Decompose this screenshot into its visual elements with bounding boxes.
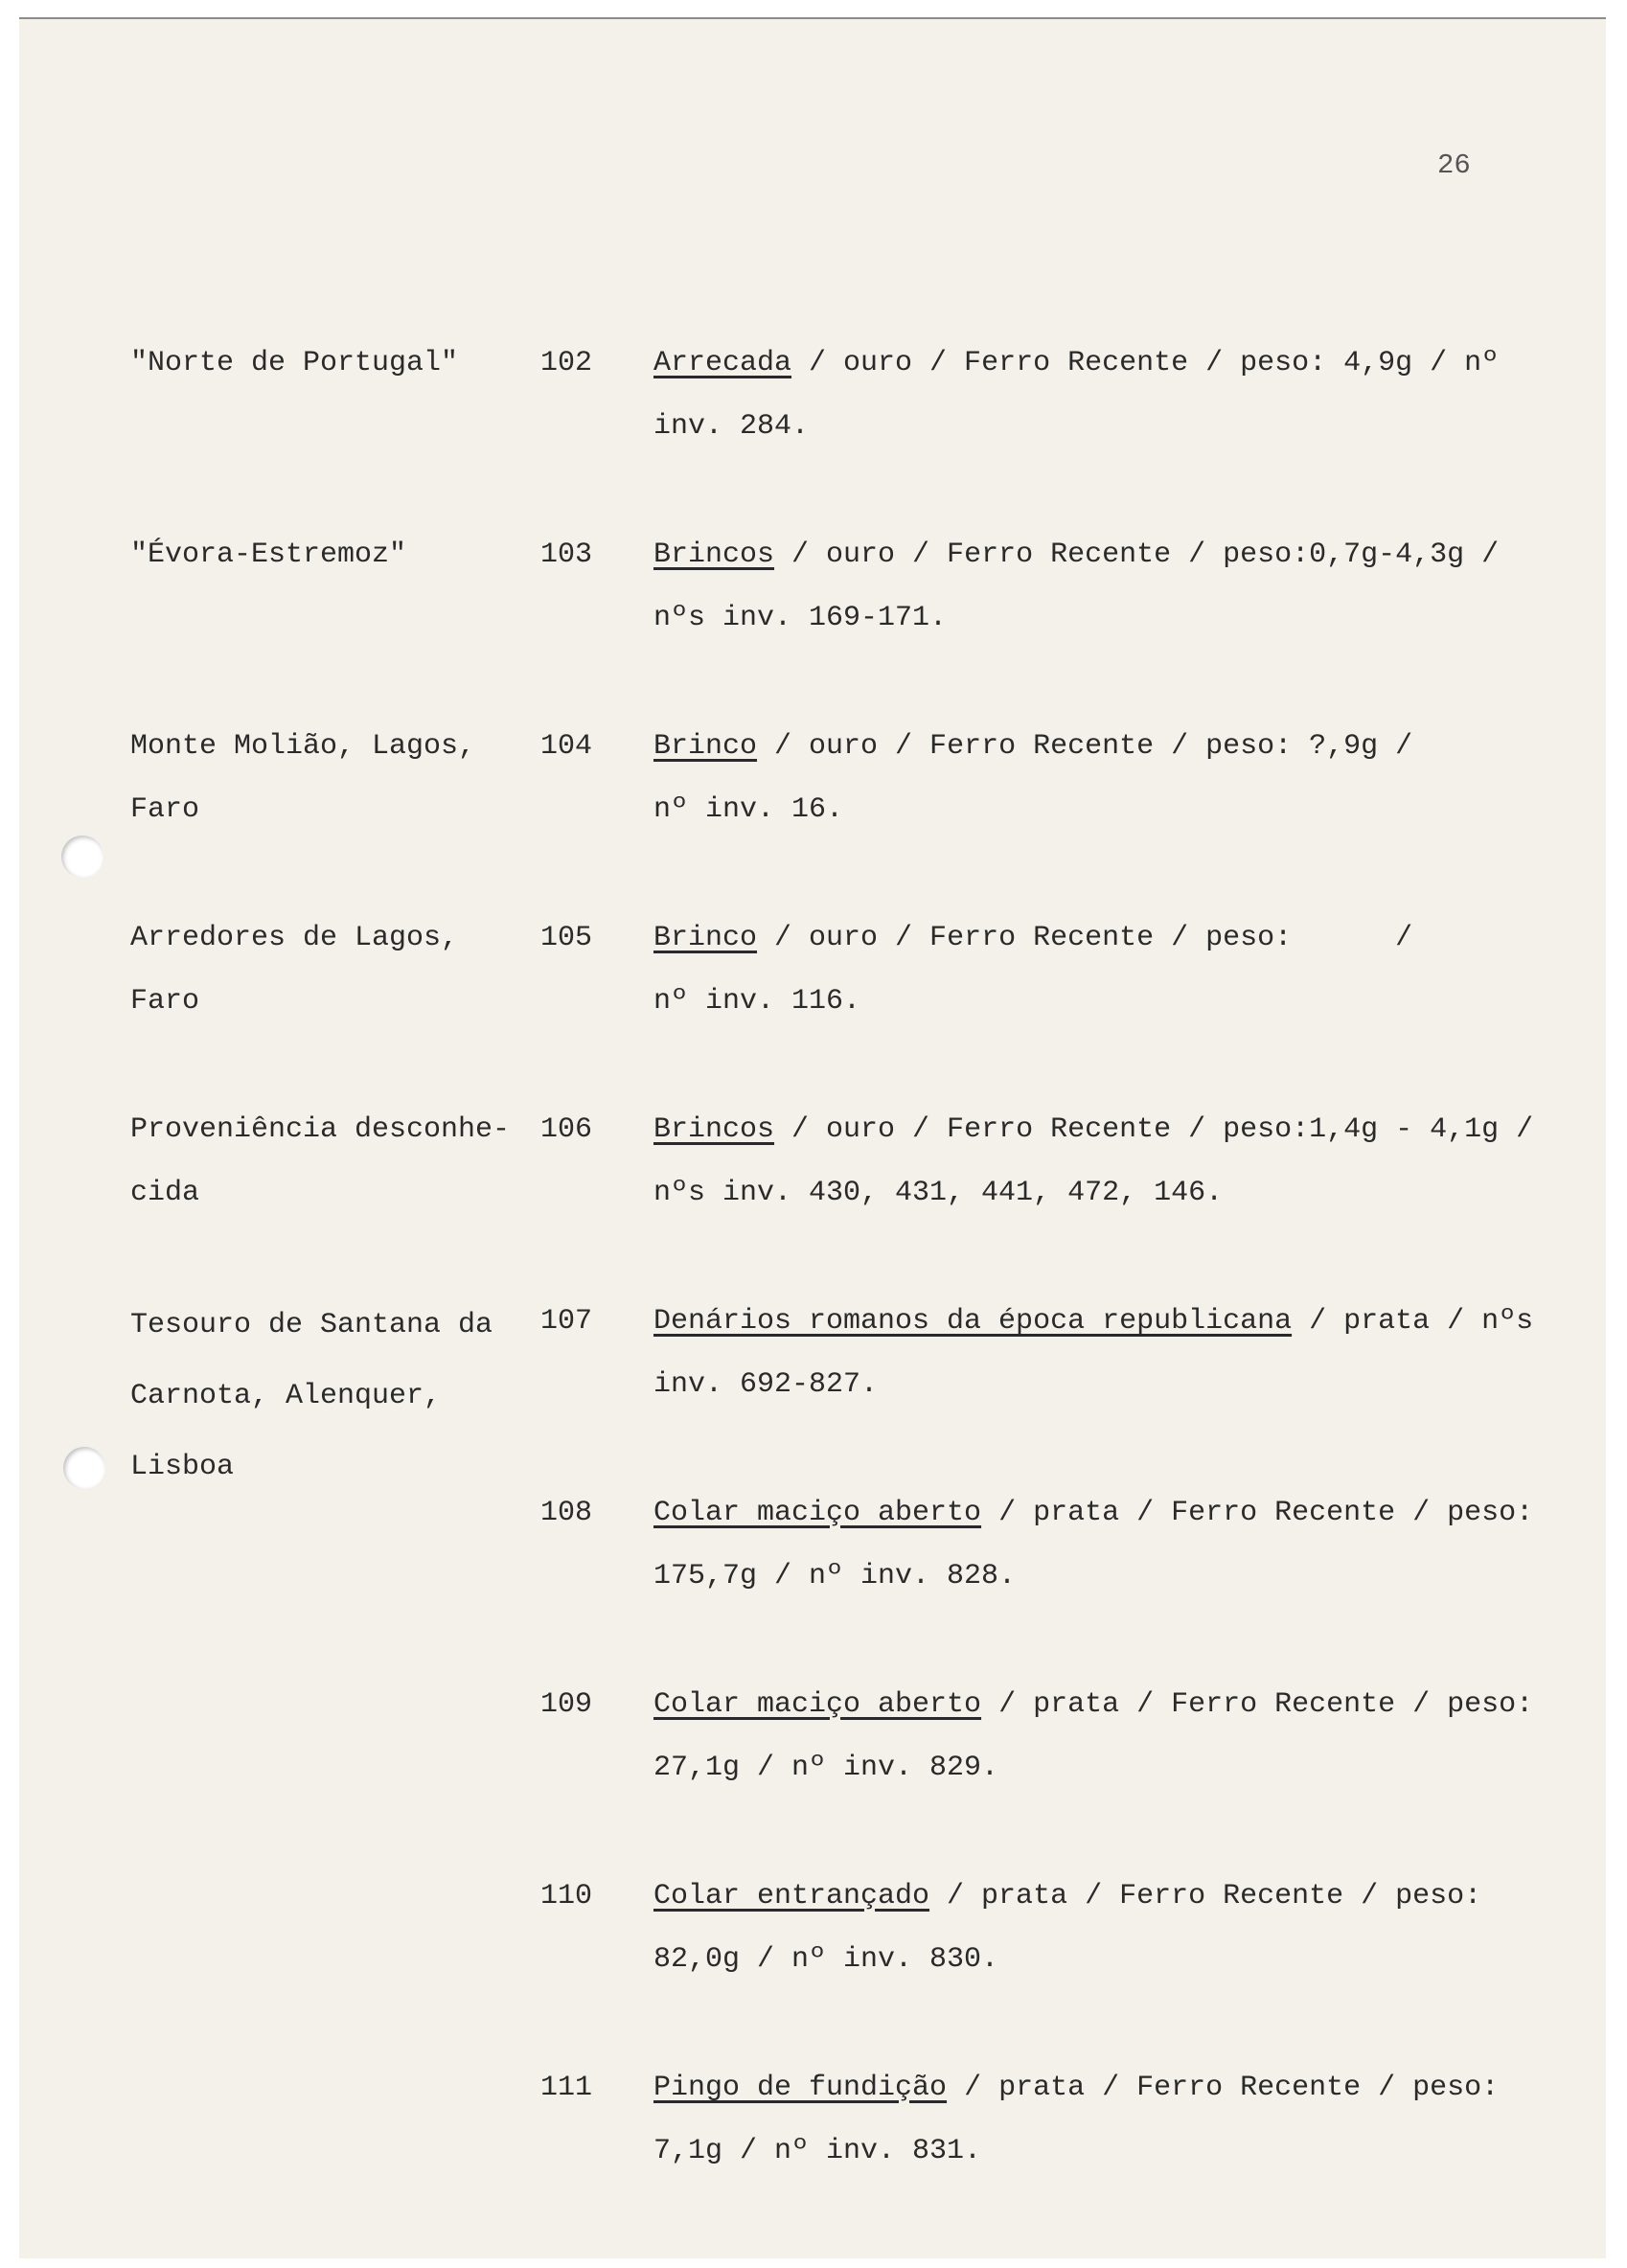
item-details: / ouro / Ferro Recente / peso:0,7g-4,3g / bbox=[774, 538, 1500, 571]
entry-description bbox=[653, 2056, 1516, 2183]
item-name: Colar entrançado bbox=[653, 1880, 930, 1913]
item-details: / prata / Ferro Recente / peso: bbox=[981, 1497, 1534, 1529]
entry-number: 102 bbox=[540, 347, 593, 379]
item-name: Arrecada bbox=[653, 347, 792, 379]
entry-number: 111 bbox=[540, 2072, 593, 2104]
item-inventory: inv. 284. bbox=[653, 410, 810, 443]
item-details: / ouro / Ferro Recente / peso: ?,9g / bbox=[757, 730, 1413, 763]
item-name: Colar maciço aberto bbox=[653, 1497, 982, 1529]
item-inventory: 82,0g / nº inv. 830. bbox=[653, 1943, 999, 1976]
entry-number: 105 bbox=[540, 922, 593, 954]
item-name: Pingo de fundição bbox=[653, 2072, 948, 2104]
item-inventory: 7,1g / nº inv. 831. bbox=[653, 2135, 982, 2167]
item-details: / ouro / Ferro Recente / peso: / bbox=[757, 922, 1413, 954]
punch-hole-bottom bbox=[63, 1447, 105, 1489]
provenance: "Évora-Estremoz" bbox=[130, 538, 407, 571]
entry-number: 108 bbox=[540, 1497, 593, 1529]
entry-number: 110 bbox=[540, 1880, 593, 1913]
entry-description bbox=[653, 1865, 1516, 1991]
item-details: / ouro / Ferro Recente / peso: 4,9g / nº bbox=[791, 347, 1500, 379]
entry-description bbox=[653, 715, 1516, 841]
provenance: Monte Molião, Lagos, Faro bbox=[130, 730, 476, 826]
entry-number: 109 bbox=[540, 1688, 593, 1721]
item-inventory: 175,7g / nº inv. 828. bbox=[653, 1560, 1017, 1592]
entry-description bbox=[653, 906, 1516, 1033]
entry-description bbox=[653, 1481, 1534, 1608]
item-inventory: nº inv. 116. bbox=[653, 985, 861, 1018]
page-number: 26 bbox=[1437, 149, 1471, 181]
punch-hole-top bbox=[61, 836, 103, 878]
item-inventory: nºs inv. 169-171. bbox=[653, 602, 948, 634]
entry-number: 104 bbox=[540, 730, 593, 763]
provenance: "Norte de Portugal" bbox=[130, 347, 459, 379]
item-name: Brincos bbox=[653, 538, 775, 571]
item-inventory: nºs inv. 430, 431, 441, 472, 146. bbox=[653, 1177, 1224, 1209]
item-inventory: 27,1g / nº inv. 829. bbox=[653, 1752, 999, 1784]
item-details: / prata / Ferro Recente / peso: bbox=[947, 2072, 1500, 2104]
item-inventory: inv. 692-827. bbox=[653, 1368, 879, 1401]
item-name: Brinco bbox=[653, 922, 758, 954]
provenance: Tesouro de Santana da Carnota, Alenquer, Lisboa bbox=[130, 1309, 493, 1483]
entry-number: 107 bbox=[540, 1305, 593, 1338]
document-page bbox=[19, 17, 1606, 2258]
entry-number: 106 bbox=[540, 1113, 593, 1146]
item-name: Brincos bbox=[653, 1113, 775, 1146]
entry-description bbox=[653, 1673, 1534, 1799]
item-details: / ouro / Ferro Recente / peso:1,4g - 4,1g / bbox=[774, 1113, 1534, 1146]
item-inventory: nº inv. 16. bbox=[653, 793, 844, 826]
entry-description bbox=[653, 332, 1516, 458]
entry-description bbox=[653, 1290, 1534, 1416]
entry-description bbox=[653, 523, 1516, 650]
entry-description bbox=[653, 1098, 1534, 1225]
provenance: Arredores de Lagos, Faro bbox=[130, 922, 459, 1018]
item-details: / prata / nºs bbox=[1292, 1305, 1534, 1338]
entry-number: 103 bbox=[540, 538, 593, 571]
item-name: Denários romanos da época republicana bbox=[653, 1305, 1293, 1338]
provenance: Proveniência desconhe- cida bbox=[130, 1113, 511, 1209]
item-details: / prata / Ferro Recente / peso: bbox=[929, 1880, 1482, 1913]
item-name: Colar maciço aberto bbox=[653, 1688, 982, 1721]
item-name: Brinco bbox=[653, 730, 758, 763]
item-details: / prata / Ferro Recente / peso: bbox=[981, 1688, 1534, 1721]
